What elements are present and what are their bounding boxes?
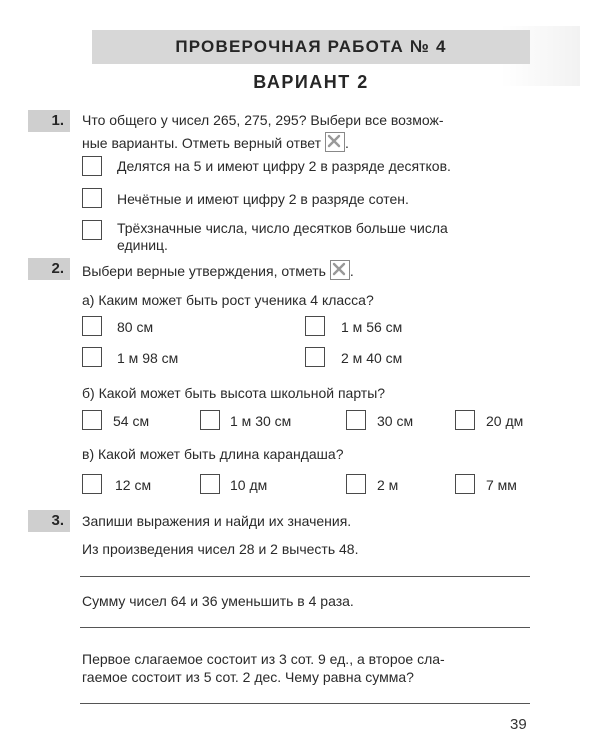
task-2b-option-1-checkbox[interactable] <box>82 410 102 430</box>
task-1-number: 1. <box>28 110 70 132</box>
task-2a-option-4-label: 2 м 40 см <box>341 350 403 366</box>
task-2b-option-2-label: 1 м 30 см <box>230 413 292 429</box>
task-3-item-2: Сумму чисел 64 и 36 уменьшить в 4 раза. <box>82 593 354 609</box>
task-2b-option-4-checkbox[interactable] <box>455 410 475 430</box>
x-mark-icon <box>325 132 345 152</box>
task-1-option-3-label-line2: единиц. <box>117 237 168 253</box>
page-number: 39 <box>510 716 527 733</box>
task-2a-option-4-checkbox[interactable] <box>305 347 325 367</box>
task-3-item-3-line1: Первое слагаемое состоит из 3 сот. 9 ед., а второе сла- <box>82 651 445 667</box>
task-2b-question: б) Какой может быть высота школьной парты? <box>82 385 386 401</box>
task-1-option-1-label: Делятся на 5 и имеют цифру 2 в разряде десятков. <box>117 158 451 174</box>
task-2c-question: в) Какой может быть длина карандаша? <box>82 446 344 462</box>
task-3-item-1: Из произведения чисел 28 и 2 вычесть 48. <box>82 541 359 557</box>
task-3-number: 3. <box>28 510 70 532</box>
task-1-option-2-label: Нечётные и имеют цифру 2 в разряде сотен. <box>117 191 409 207</box>
task-3-item-3-line2: гаемое состоит из 5 сот. 2 дес. Чему равна сумма? <box>82 669 414 685</box>
answer-line-1[interactable] <box>80 576 530 577</box>
task-2a-option-1-checkbox[interactable] <box>82 316 102 336</box>
task-2b-option-4-label: 20 дм <box>486 413 524 429</box>
task-1-option-3-label-line1: Трёхзначные числа, число десятков больше числа <box>117 220 448 236</box>
task-2-prompt-end: . <box>349 263 354 279</box>
task-2c-option-4-checkbox[interactable] <box>455 474 475 494</box>
task-1-prompt-line1: Что общего у чисел 265, 275, 295? Выбери все возмож- <box>82 112 444 128</box>
task-2c-option-1-checkbox[interactable] <box>82 474 102 494</box>
task-2-number: 2. <box>28 258 70 280</box>
answer-line-3[interactable] <box>80 703 530 704</box>
task-2c-option-2-label: 10 дм <box>230 477 268 493</box>
task-1-option-1-checkbox[interactable] <box>82 156 102 176</box>
answer-line-2[interactable] <box>80 627 530 628</box>
task-2c-option-4-label: 7 мм <box>486 477 517 493</box>
task-1-prompt-text: ные варианты. Отметь верный ответ <box>82 135 322 151</box>
task-2b-option-3-checkbox[interactable] <box>346 410 366 430</box>
task-2a-option-1-label: 80 см <box>117 319 154 335</box>
variant-title: ВАРИАНТ 2 <box>253 72 369 92</box>
task-1-option-2-checkbox[interactable] <box>82 188 102 208</box>
task-2c-option-1-label: 12 см <box>115 477 152 493</box>
task-2a-option-3-label: 1 м 98 см <box>117 350 179 366</box>
task-2c-option-2-checkbox[interactable] <box>200 474 220 494</box>
task-1-option-3-checkbox[interactable] <box>82 220 102 240</box>
x-mark-icon <box>330 260 350 280</box>
task-2a-option-3-checkbox[interactable] <box>82 347 102 367</box>
task-2b-option-3-label: 30 см <box>377 413 414 429</box>
task-3-prompt: Запиши выражения и найди их значения. <box>82 513 352 529</box>
task-2b-option-1-label: 54 см <box>113 413 150 429</box>
task-2c-option-3-checkbox[interactable] <box>346 474 366 494</box>
task-2-prompt <box>82 260 530 280</box>
task-2a-option-2-label: 1 м 56 см <box>341 319 403 335</box>
page-title: ПРОВЕРОЧНАЯ РАБОТА № 4 <box>175 37 447 56</box>
task-2b-option-2-checkbox[interactable] <box>200 410 220 430</box>
task-2a-option-2-checkbox[interactable] <box>305 316 325 336</box>
task-1-prompt-line2 <box>82 132 530 152</box>
task-2-prompt-text: Выбери верные утверждения, отметь <box>82 263 326 279</box>
task-2a-question: а) Каким может быть рост ученика 4 класса? <box>82 292 374 308</box>
task-1-prompt-end: . <box>345 135 349 151</box>
task-2c-option-3-label: 2 м <box>377 477 399 493</box>
